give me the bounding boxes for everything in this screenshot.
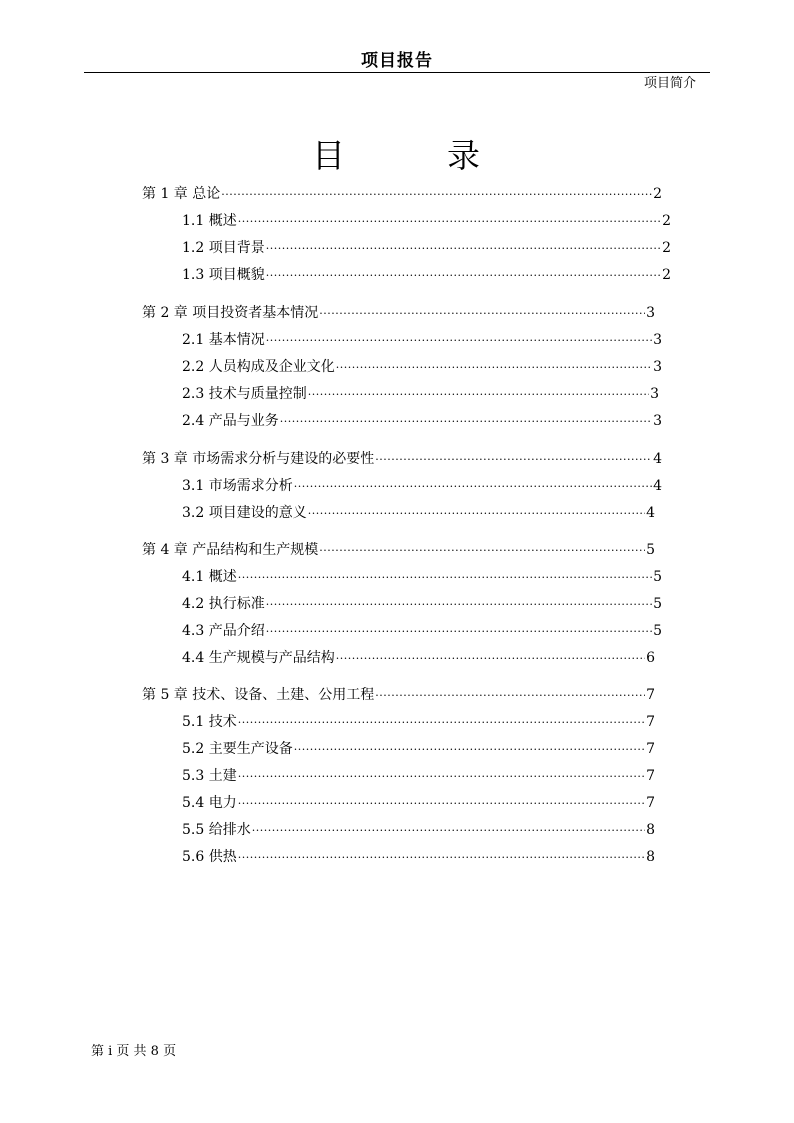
toc-entry-page: 5 [646,542,655,558]
toc-entry-label: 2.3 技术与质量控制 [182,386,307,402]
toc-entry-label: 5.1 技术 [182,714,237,730]
toc-entry-label: 1.2 项目背景 [182,240,265,256]
toc-entry-5-3[interactable] [182,766,655,786]
toc-entry-page: 3 [653,332,662,348]
toc-entry-page: 3 [650,386,659,402]
toc-entry-label: 4.1 概述 [182,569,237,585]
toc-entry-page: 4 [653,451,662,467]
toc-entry-label: 5.2 主要生产设备 [182,741,293,757]
toc-entry-label: 3.1 市场需求分析 [182,478,293,494]
toc-entry-label: 第 2 章 项目投资者基本情况 [142,305,319,321]
toc-entry-4-1[interactable] [182,567,662,587]
toc-entry-page: 5 [653,596,662,612]
toc-entry-page: 4 [646,505,655,521]
toc-entry-5-4[interactable] [182,793,655,813]
toc-entry-5-2[interactable] [182,739,655,759]
toc-entry-2-4[interactable] [182,411,662,431]
toc-entry-label: 5.4 电力 [182,795,237,811]
toc-entry-4-4[interactable] [182,648,655,668]
toc-entry-page: 8 [646,849,655,865]
toc-entry-page: 7 [646,687,655,703]
toc-entry-label: 5.3 土建 [182,768,237,784]
toc-entry-page: 3 [646,305,655,321]
toc-entry-3-1[interactable] [182,476,662,496]
toc-entry-label: 第 3 章 市场需求分析与建设的必要性 [142,451,375,467]
toc-entry-label: 3.2 项目建设的意义 [182,505,307,521]
toc-entry-1-2[interactable] [182,238,671,258]
toc-entry-ch1[interactable] [142,184,662,204]
toc-entry-label: 第 4 章 产品结构和生产规模 [142,542,319,558]
toc-entry-ch4[interactable] [142,540,655,560]
page-footer: 第 i 页 共 8 页 [91,1044,177,1059]
toc-entry-label: 2.2 人员构成及企业文化 [182,359,335,375]
toc-entry-page: 7 [646,714,655,730]
toc-entry-label: 5.6 供热 [182,849,237,865]
toc-entry-1-3[interactable] [182,265,671,285]
toc-entry-label: 4.2 执行标准 [182,596,265,612]
toc-entry-page: 6 [646,650,655,666]
toc-entry-2-3[interactable] [182,384,659,404]
toc-entry-1-1[interactable] [182,211,671,231]
toc-entry-label: 4.4 生产规模与产品结构 [182,650,335,666]
toc-entry-ch3[interactable] [142,449,662,469]
toc-entry-ch2[interactable] [142,303,655,323]
toc-entry-label: 2.1 基本情况 [182,332,265,348]
toc-entry-page: 7 [646,795,655,811]
toc-entry-page: 5 [653,569,662,585]
toc-entry-2-1[interactable] [182,330,662,350]
toc-entry-label: 第 5 章 技术、设备、土建、公用工程 [142,687,375,703]
toc-title-right: 录 [447,136,482,175]
toc-entry-label: 2.4 产品与业务 [182,413,279,429]
toc-entry-page: 4 [653,478,662,494]
toc-title-left: 目 [312,136,347,175]
toc-entry-5-5[interactable] [182,820,655,840]
toc-entry-5-6[interactable] [182,847,655,867]
toc-entry-4-3[interactable] [182,621,662,641]
toc-entry-label: 1.1 概述 [182,213,237,229]
toc-entry-2-2[interactable] [182,357,662,377]
toc-entry-page: 3 [653,413,662,429]
toc-entry-page: 7 [646,768,655,784]
toc-entry-label: 5.5 给排水 [182,822,251,838]
toc-entry-ch5[interactable] [142,685,655,705]
toc-entry-3-2[interactable] [182,503,655,523]
toc-entry-label: 第 1 章 总论 [142,186,221,202]
toc-entry-label: 4.3 产品介绍 [182,623,265,639]
toc-entry-page: 7 [646,741,655,757]
toc-entry-5-1[interactable] [182,712,655,732]
header-title: 项目报告 [361,51,433,71]
toc-entry-page: 5 [653,623,662,639]
toc-entry-page: 2 [662,267,671,283]
toc-entry-4-2[interactable] [182,594,662,614]
header-subtitle: 项目简介 [643,76,696,91]
toc-entry-page: 3 [653,359,662,375]
toc-entry-page: 8 [646,822,655,838]
toc-entry-page: 2 [653,186,662,202]
toc-entry-label: 1.3 项目概貌 [182,267,265,283]
toc-entry-page: 2 [662,213,671,229]
toc-entry-page: 2 [662,240,671,256]
